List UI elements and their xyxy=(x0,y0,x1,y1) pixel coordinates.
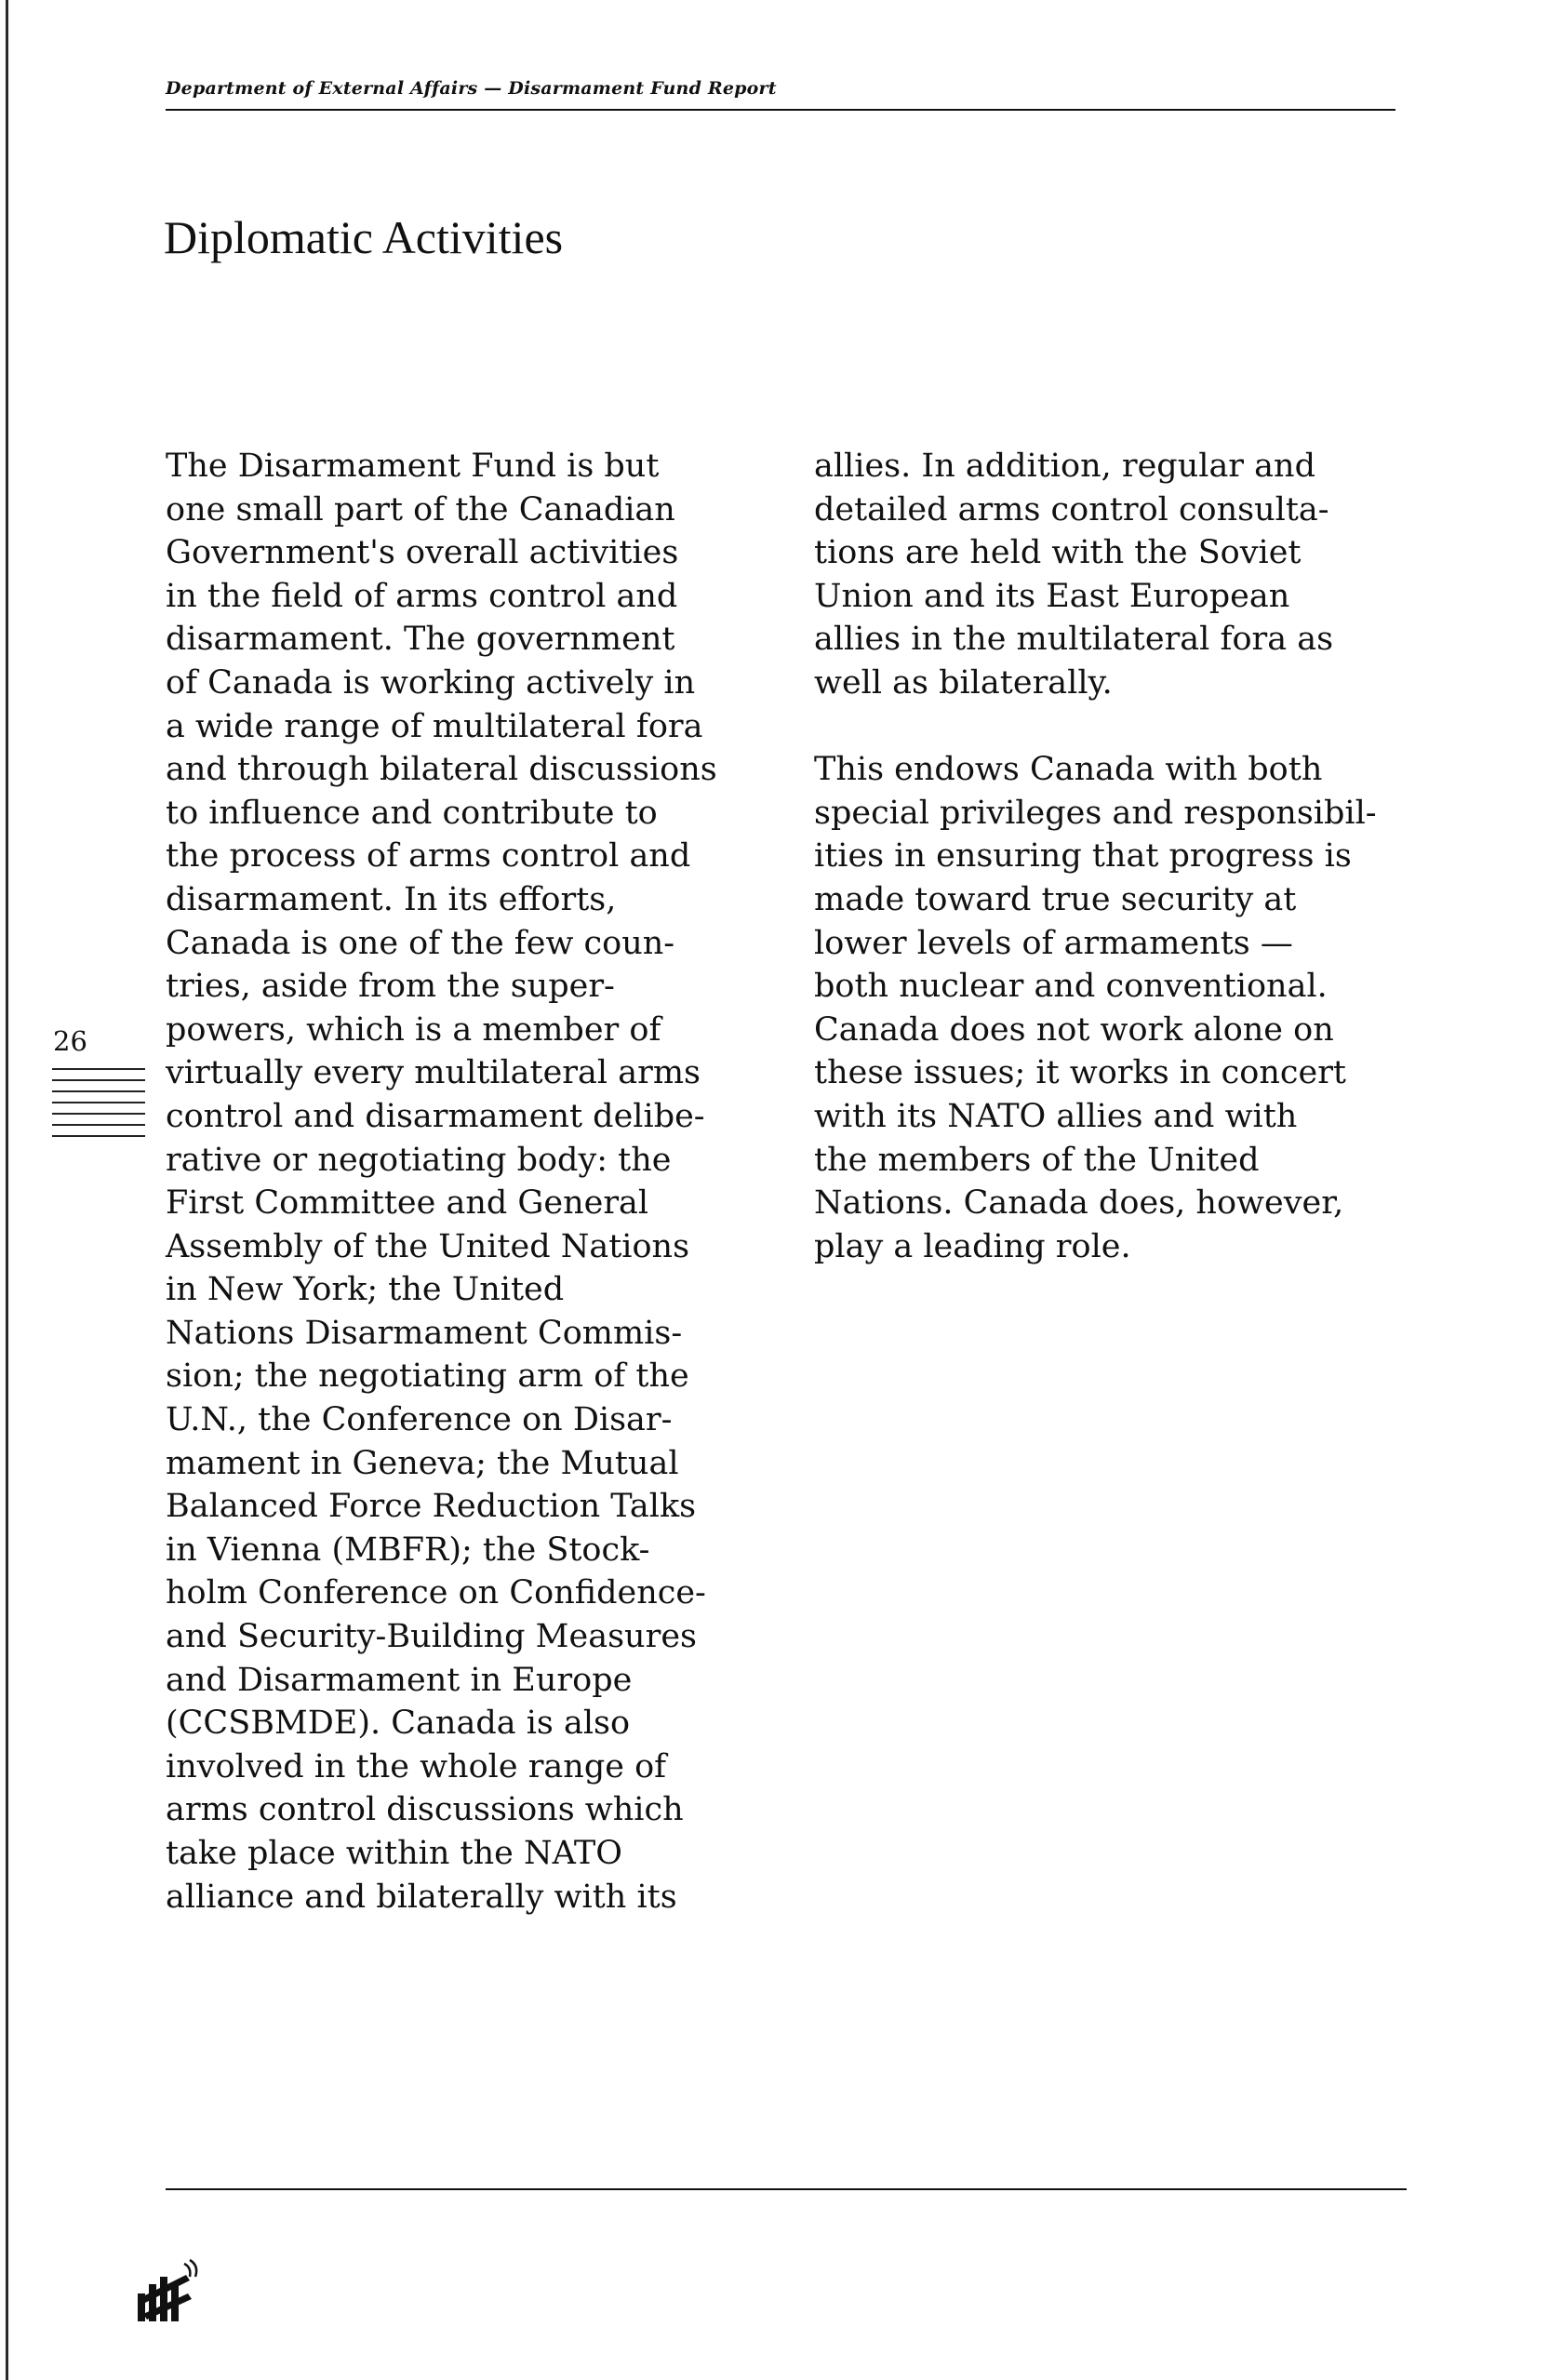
body-text-line: rative or negotiating body: the xyxy=(166,1141,672,1179)
body-text-line: Canada does not work alone on xyxy=(814,1010,1334,1049)
body-text-line: Nations Disarmament Commis- xyxy=(166,1314,683,1352)
body-text-line: ities in ensuring that progress is xyxy=(814,837,1352,876)
right-column-paragraph-1 xyxy=(814,445,1409,705)
folio-rules xyxy=(52,1068,145,1146)
body-text-line: Nations. Canada does, however, xyxy=(814,1184,1344,1223)
body-text-line: in Vienna (MBFR); the Stock- xyxy=(166,1531,650,1569)
body-text-line: with its NATO allies and with xyxy=(814,1097,1298,1135)
footer-rule xyxy=(166,2188,1407,2190)
right-column xyxy=(814,445,1409,1268)
body-text-line: virtually every multilateral arms xyxy=(166,1054,701,1092)
body-text-line: Assembly of the United Nations xyxy=(166,1227,690,1265)
body-text-line: the members of the United xyxy=(814,1141,1260,1179)
page-number: 26 xyxy=(53,1025,87,1057)
body-text-line: control and disarmament delibe- xyxy=(166,1097,705,1135)
left-column xyxy=(166,445,780,1919)
body-text-line: disarmament. In its efforts, xyxy=(166,880,617,918)
body-text-line: and through bilateral discussions xyxy=(166,751,717,789)
page-title: Diplomatic Activities xyxy=(164,210,564,263)
body-text-line: sion; the negotiating arm of the xyxy=(166,1357,689,1396)
body-text-line: allies. In addition, regular and xyxy=(814,448,1315,485)
printer-logo-icon xyxy=(130,2256,205,2331)
body-text-line: U.N., the Conference on Disar- xyxy=(166,1401,673,1439)
body-text-line: detailed arms control consulta- xyxy=(814,490,1329,528)
body-text-line: these issues; it works in concert xyxy=(814,1054,1346,1092)
body-text-line: The Disarmament Fund is but xyxy=(166,448,660,485)
body-text-line: mament in Geneva; the Mutual xyxy=(166,1444,679,1482)
body-text-line: arms control discussions which xyxy=(166,1791,684,1829)
body-text-line: take place within the NATO xyxy=(166,1835,622,1872)
body-text-line: First Committee and General xyxy=(166,1184,649,1223)
body-text-line: holm Conference on Confidence- xyxy=(166,1574,706,1612)
body-text-line: Canada is one of the few coun- xyxy=(166,924,675,962)
paragraph-gap xyxy=(814,705,1409,749)
body-text-line: made toward true security at xyxy=(814,880,1297,918)
body-text-line: Union and its East European xyxy=(814,577,1290,615)
page-edge-line xyxy=(6,0,8,2380)
body-text-line: both nuclear and conventional. xyxy=(814,968,1328,1006)
body-text-line: disarmament. The government xyxy=(166,621,675,659)
body-text-line: in New York; the United xyxy=(166,1271,565,1309)
body-text-line: a wide range of multilateral fora xyxy=(166,707,703,745)
body-text-line: tries, aside from the super- xyxy=(166,968,615,1006)
body-text-line: and Disarmament in Europe xyxy=(166,1661,633,1699)
body-text-line: one small part of the Canadian xyxy=(166,490,675,528)
body-text-line: This endows Canada with both xyxy=(814,751,1323,789)
body-text-line: powers, which is a member of xyxy=(166,1010,661,1049)
body-text-line: and Security-Building Measures xyxy=(166,1618,698,1656)
body-text-line: the process of arms control and xyxy=(166,837,691,876)
body-text-line: (CCSBMDE). Canada is also xyxy=(166,1705,631,1743)
body-text-line: of Canada is working actively in xyxy=(166,663,696,702)
body-text-line: involved in the whole range of xyxy=(166,1747,667,1785)
right-column-paragraph-2 xyxy=(814,748,1409,1268)
body-text-line: Government's overall activities xyxy=(166,534,679,572)
body-text-line: play a leading role. xyxy=(814,1227,1131,1265)
body-text-line: allies in the multilateral fora as xyxy=(814,621,1334,659)
header-rule xyxy=(166,109,1395,111)
body-text-line: well as bilaterally. xyxy=(814,663,1113,702)
body-text-line: alliance and bilaterally with its xyxy=(166,1878,677,1916)
body-text-line: in the field of arms control and xyxy=(166,577,678,615)
body-text-line: special privileges and responsibil- xyxy=(814,794,1377,832)
body-text-line: tions are held with the Soviet xyxy=(814,534,1302,572)
running-header: Department of External Affairs — Disarmament Fund Report xyxy=(166,78,777,99)
body-text-line: to influence and contribute to xyxy=(166,794,658,832)
body-text-line: lower levels of armaments — xyxy=(814,924,1293,962)
body-text-line: Balanced Force Reduction Talks xyxy=(166,1488,697,1526)
